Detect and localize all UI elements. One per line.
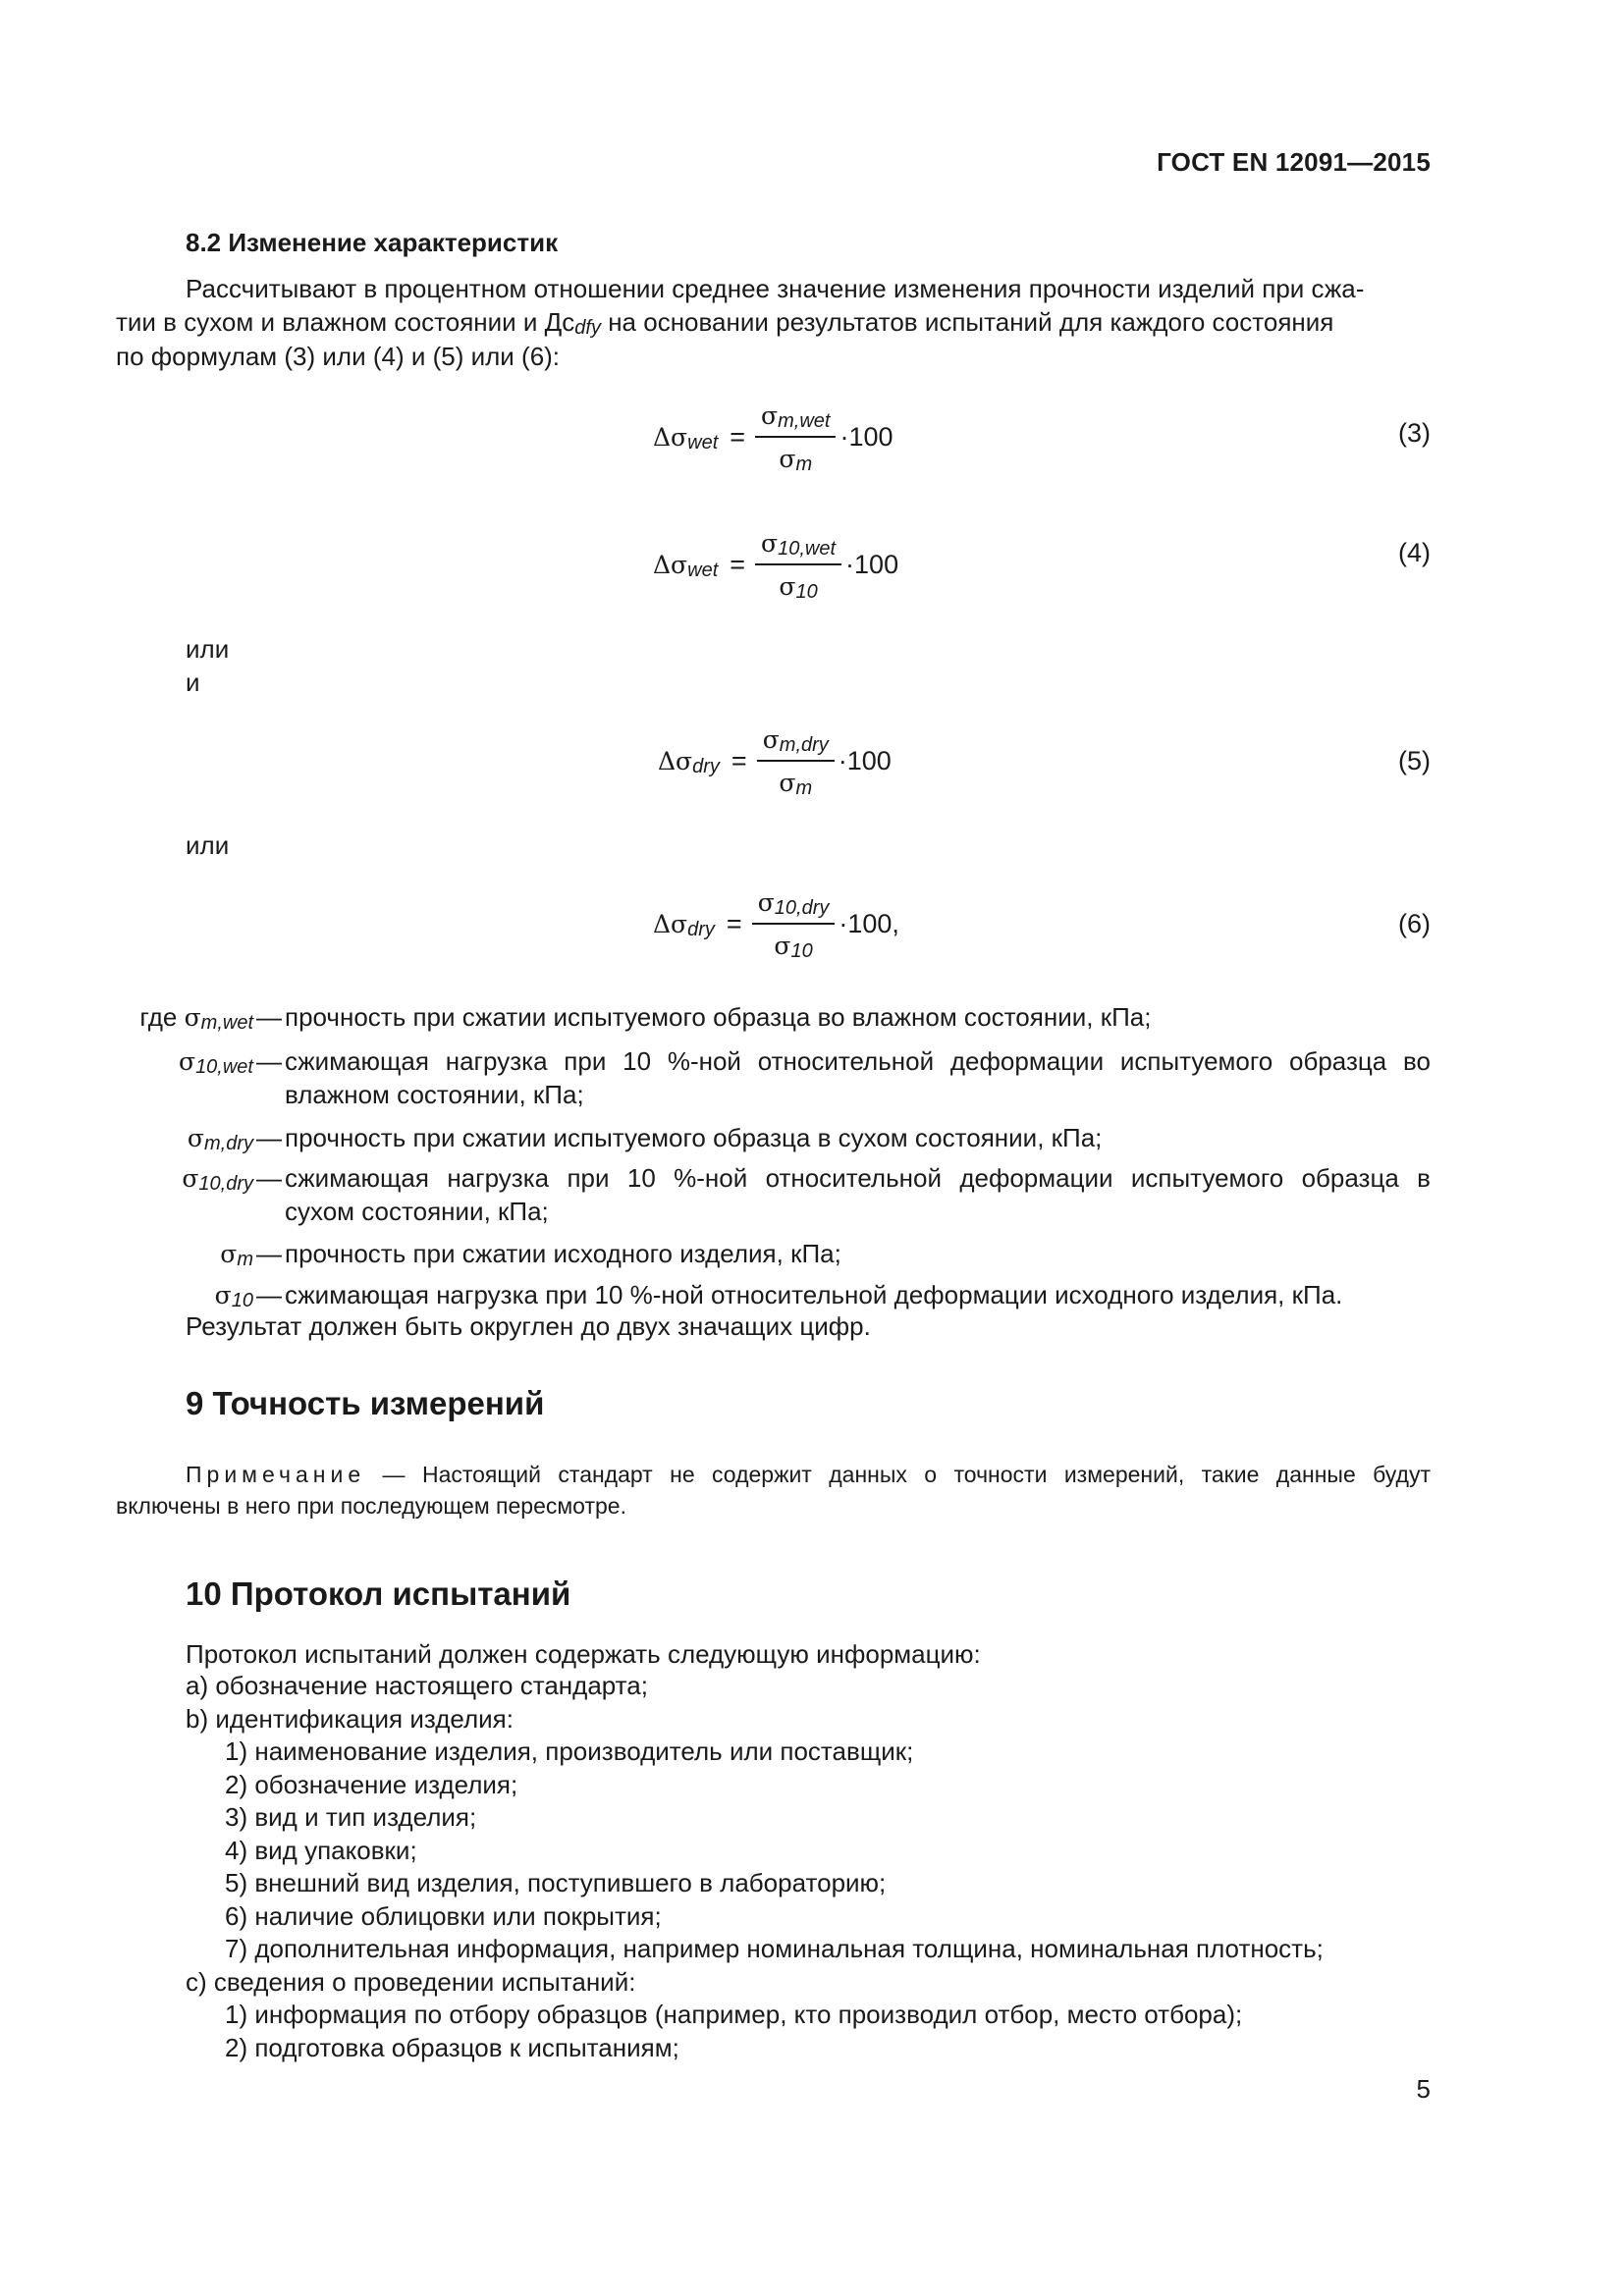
where-item: где $\sigma_{m,wet}$ — прочность при сжатии испытуемого образца во влажном состоянии, кПа; — [139, 1002, 1152, 1034]
formula-lhs: $\Delta\sigma_{wet}$ — [653, 423, 719, 454]
where-item: $\sigma_{10,dry}$ — сжимающая нагрузка при 10 %-ной относительной деформации испытуемого образца в сухом состоянии, кПа; — [182, 1163, 1431, 1226]
intro-line-3: по формулам (3) или (4) и (5) или (6): — [116, 342, 561, 371]
where-item: $\sigma_m$ — прочность при сжатии исходного изделия, кПа; — [220, 1239, 841, 1270]
protocol-list — [186, 1670, 1324, 2064]
formula-5: $\Delta\sigma_{dry}$ = $\frac{\sigma_{m,dry}}{\sigma_m}$ ·100 — [658, 725, 892, 799]
list-item: 2) подготовка образцов к испытаниям; — [225, 2032, 679, 2062]
where-item: $\sigma_{10}$ — сжимающая нагрузка при 10 %-ной относительной деформации исходного изделия, кПа. — [214, 1280, 1343, 1311]
intro-line-1: Рассчитывают в процентном отношении среднее значение изменения прочности изделий при сжа- — [186, 274, 1365, 303]
section-9-title: 9 Точность измерений — [186, 1385, 545, 1421]
note-label: Примечание — [186, 1462, 366, 1487]
formula-fraction: $\frac{\sigma_{m,wet}}{\sigma_m}$ — [755, 400, 836, 474]
result-statement: Результат должен быть округлен до двух значащих цифр. — [186, 1311, 871, 1341]
formula-4-number: (4) — [1398, 538, 1431, 567]
list-item: 7) дополнительная информация, например номинальная толщина, номинальная плотность; — [225, 1934, 1324, 1963]
list-item: b) идентификация изделия: — [186, 1703, 514, 1734]
list-item: 3) вид и тип изделия; — [225, 1802, 477, 1832]
connector-or: или — [186, 634, 230, 664]
section-10-intro: Протокол испытаний должен содержать следующую информацию: — [186, 1639, 981, 1669]
connector-and: и — [186, 667, 200, 697]
list-item: 2) обозначение изделия; — [225, 1769, 518, 1799]
formula-5-number: (5) — [1398, 746, 1431, 775]
connector-or-2: или — [186, 830, 230, 860]
list-item: 4) вид упаковки; — [225, 1835, 417, 1865]
section-9-note: Примечание — Настоящий стандарт не содержит данных о точности измерений, такие данные будут включены в него при последующем пересмотре. — [116, 1462, 1431, 1519]
list-item: 6) наличие облицовки или покрытия; — [225, 1900, 662, 1931]
list-item: 1) информация по отбору образцов (например, кто производил отбор, место отбора); — [225, 2000, 1243, 2029]
where-item: $\sigma_{m,dry}$ — прочность при сжатии испытуемого образца в сухом состоянии, кПа; — [187, 1123, 1103, 1154]
formula-6-number: (6) — [1398, 909, 1431, 938]
list-item: c) сведения о проведении испытаний: — [186, 1966, 636, 1997]
formula-3-number: (3) — [1398, 418, 1431, 448]
formula-3: $\Delta\sigma_{wet}$ = $\frac{\sigma_{m,wet}}{\sigma_m}$ ·100 — [653, 401, 893, 475]
section-8-2-title: 8.2 Изменение характеристик — [186, 228, 559, 257]
intro-line-2: тии в сухом и влажном состоянии и $Дс_{dfy}$ на основании результатов испытаний для каждого состояния — [116, 307, 1334, 339]
section-8-2-intro — [116, 272, 1431, 305]
formula-4: $\Delta\sigma_{wet}$ = $\frac{\sigma_{10,wet}}{\sigma_{10}}$ ·100 — [653, 529, 899, 603]
standard-header: ГОСТ EN 12091—2015 — [1157, 147, 1431, 177]
section-10-title: 10 Протокол испытаний — [186, 1575, 571, 1612]
page-number: 5 — [1416, 2074, 1431, 2104]
list-item: 1) наименование изделия, производитель или поставщик; — [225, 1736, 914, 1766]
where-item: $\sigma_{10,wet}$ — сжимающая нагрузка при 10 %-ной относительной деформации испытуемого образца во влажном состоянии, кПа; — [178, 1046, 1431, 1109]
list-item: a) обозначение настоящего стандарта; — [186, 1671, 648, 1700]
formula-6: $\Delta\sigma_{dry}$ = $\frac{\sigma_{10,dry}}{\sigma_{10}}$ ·100, — [653, 888, 899, 962]
list-item: 5) внешний вид изделия, поступившего в лабораторию; — [225, 1868, 887, 1897]
